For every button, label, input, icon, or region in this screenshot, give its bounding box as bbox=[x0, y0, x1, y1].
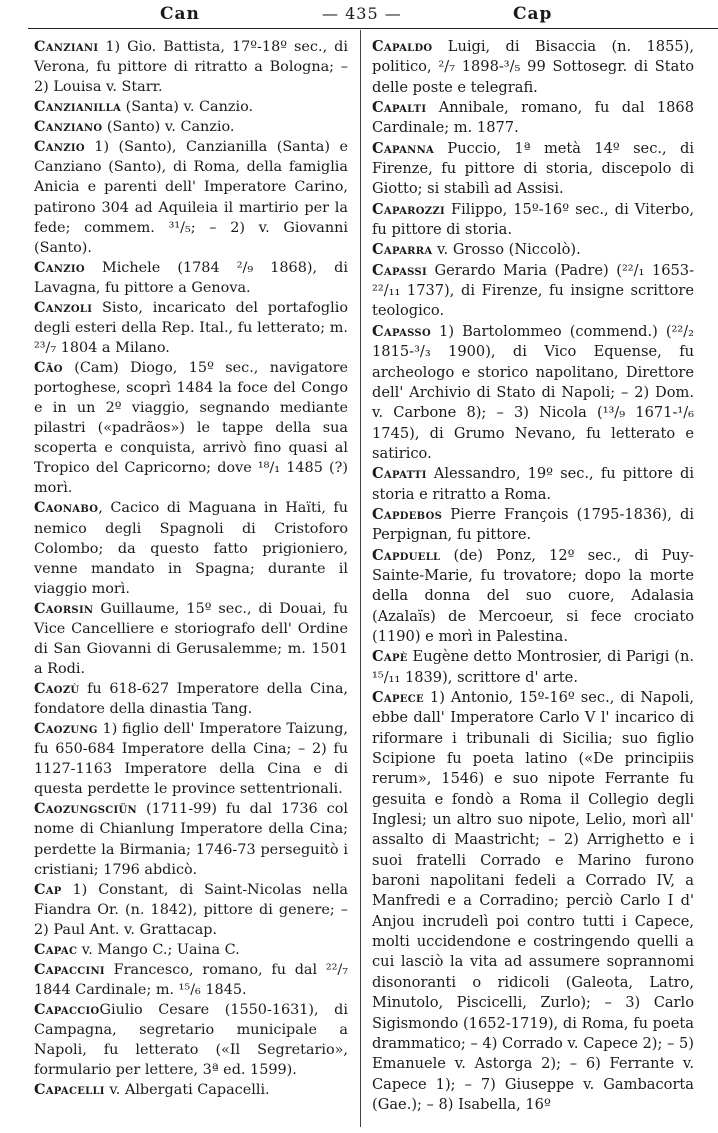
dictionary-entry bbox=[34, 1000, 348, 1080]
header-rule bbox=[28, 28, 718, 29]
dictionary-entry bbox=[372, 200, 694, 241]
dictionary-entry bbox=[372, 139, 694, 200]
column-divider bbox=[360, 30, 361, 1127]
dictionary-entry bbox=[34, 880, 348, 940]
entry-headword: Capaldo bbox=[372, 38, 433, 55]
entry-headword: Canzoli bbox=[34, 298, 93, 316]
entry-text: Eugène detto Montrosier, di Parigi (n. ¹⁵/₁₁ 1839), scrittore d' arte. bbox=[372, 648, 694, 686]
dictionary-entry bbox=[372, 464, 694, 505]
entry-headword: Cap bbox=[34, 880, 62, 898]
dictionary-entry bbox=[34, 719, 348, 799]
entry-text: 1) Antonio, 15º-16º sec., di Napoli, ebbe dall' Imperatore Carlo V l' incarico di riformare i tribunali di Sicilia; suo figlio Scipione fu poeta latino («De principiis rerum», 1546) e suo nipote Ferrante fu gesuita e fondò a Roma il Collegio degli Inglesi; un altro suo nipote, Lelio, morì all' assalto di Maastricht; – 2) Arrighetto e i suoi fratelli Corrado e Marino furono baroni napolitani fedeli a Corrado IV, a Manfredi e a Corradino; perciò Carlo I d' Anjou incrudelì poi contro tutti i Capece, molti uccidendone e costringendo quelli a cui lasciò la vita ad assumere soprannomi disonoranti o ridicoli (Galeota, Latro, Minutolo, Piscicelli, Zurlo); – 3) Carlo Sigismondo (1652-1719), di Roma, fu poeta drammatico; – 4) Corrado v. Capece 2); – 5) Emanuele v. Astorga 2); – 6) Ferrante v. Capece 1); – 7) Giuseppe v. Gambacorta (Gae.); – 8) Isabella, 16º bbox=[372, 689, 694, 1113]
entry-text: , Cacico di Maguana in Haïti, fu nemico degli Spagnoli di Cristoforo Colombo; da questo fatto prigioniero, venne mandato in Spagna; durante il viaggio morì. bbox=[34, 500, 348, 597]
entry-text: Gerardo Maria (Padre) (²²/₁ 1653-²²/₁₁ 1737), di Firenze, fu insigne scrittore teologico. bbox=[372, 261, 694, 320]
entry-headword: Capè bbox=[372, 648, 408, 666]
entry-headword: Capanna bbox=[372, 139, 435, 157]
entry-text: Guillaume, 15º sec., di Douai, fu Vice Cancelliere e storiografo dell' Ordine di San Giovanni di Gerusalemme; m. 1501 a Rodi. bbox=[34, 600, 348, 677]
entry-text: 1) figlio dell' Imperatore Taizung, fu 650-684 Imperatore della Cina; – 2) fu 1127-1163 Imperatore della Cina e di questa perdette le province settentrionali. bbox=[34, 721, 348, 798]
entry-text: Pierre François (1795-1836), di Perpignan, fu pittore. bbox=[372, 505, 694, 544]
entry-headword: Caonabo bbox=[34, 499, 99, 517]
dictionary-entry bbox=[34, 498, 348, 598]
dictionary-entry bbox=[34, 1080, 348, 1100]
dictionary-entry bbox=[372, 546, 694, 648]
entry-headword: Canzio bbox=[34, 138, 85, 156]
dictionary-entry bbox=[34, 679, 348, 719]
page-number: — 435 — bbox=[322, 4, 402, 23]
entry-text: Alessandro, 19º sec., fu pittore di storia e ritratto a Roma. bbox=[372, 465, 694, 503]
entry-headword: Cão bbox=[34, 359, 63, 376]
dictionary-entry bbox=[34, 960, 348, 1000]
running-head-right: Cap bbox=[513, 4, 553, 24]
dictionary-entry bbox=[34, 117, 348, 137]
dictionary-entry bbox=[372, 98, 694, 139]
entry-headword: Canzianilla bbox=[34, 98, 122, 116]
entry-headword: Capassi bbox=[372, 261, 427, 279]
entry-text: 1) Bartolommeo (commend.) (²²/₂ 1815-³/₃ 1900), di Vico Equense, fu archeologo e storico napolitano, Direttore dell' Archivio di Stato di Napoli; – 2) Dom. v. Carbone 8); – 3) Nicola (¹³/₉ 1671-¹/₆ 1745), di Grumo Nevano, fu letterato e satirico. bbox=[372, 322, 694, 462]
entry-headword: Capalti bbox=[372, 99, 427, 117]
dictionary-entry bbox=[372, 688, 694, 1115]
entry-headword: Capduell bbox=[372, 546, 441, 564]
entry-headword: Capaccini bbox=[34, 960, 105, 978]
dictionary-entry bbox=[372, 322, 694, 464]
dictionary-entry bbox=[34, 97, 348, 117]
dictionary-entry bbox=[34, 599, 348, 679]
entry-text: Annibale, romano, fu dal 1868 Cardinale; m. 1877. bbox=[372, 99, 694, 137]
entry-headword: Capasso bbox=[372, 322, 431, 340]
dictionary-entry bbox=[34, 298, 348, 358]
dictionary-entry bbox=[372, 37, 694, 98]
entry-headword: Canziani bbox=[34, 38, 99, 55]
entry-headword: Capaccio bbox=[34, 1001, 100, 1018]
dictionary-entry bbox=[372, 240, 694, 260]
entry-text: (1711-99) fu dal 1736 col nome di Chianlung Imperatore della Cina; perdette la Birmania; 1746-73 perseguitò i cristiani; 1796 abdicò. bbox=[34, 801, 348, 878]
dictionary-entry bbox=[34, 258, 348, 298]
entry-headword: Caozung bbox=[34, 720, 98, 738]
dictionary-entry bbox=[372, 505, 694, 546]
left-column bbox=[34, 37, 348, 1125]
entry-text: 1) Constant, di Saint-Nicolas nella Fiandra Or. (n. 1842), pittore di genere; – 2) Paul Ant. v. Grattacap. bbox=[34, 881, 348, 938]
entry-text: (Cam) Diogo, 15º sec., navigatore portoghese, scoprì 1484 la foce del Congo e in un 2º viaggio, segnando mediante pilastri («padrãos») le tappe della sua scoperta e conquista, arrivò fino quasi al Tropico del Capricorno; dove ¹⁸/₁ 1485 (?) morì. bbox=[34, 360, 348, 497]
entry-headword: Capac bbox=[34, 940, 78, 958]
entry-text: (de) Ponz, 12º sec., di Puy-Sainte-Marie, fu trovatore; dopo la morte della donna del suo cuore, Adalasia (Azalaïs) de Mercoeur, si fece crociato (1190) e morì in Palestina. bbox=[372, 546, 694, 645]
entry-text: Michele (1784 ²/₉ 1868), di Lavagna, fu pittore a Genova. bbox=[34, 259, 348, 296]
entry-text: Giulio Cesare (1550-1631), di Campagna, segretario municipale a Napoli, fu letterato («Il Segretario», formulario per lettere, 3ª ed. 1599). bbox=[34, 1002, 348, 1079]
dictionary-entry bbox=[34, 358, 348, 498]
dictionary-entry bbox=[372, 261, 694, 322]
entry-text: 1) (Santo), Canzianilla (Santa) e Canziano (Santo), di Roma, della famiglia Anicia e parenti dell' Imperatore Carino, patirono 304 ad Aquileia il martirio per la fede; commem. ³¹/₅; – 2) v. Giovanni (Santo). bbox=[34, 139, 348, 256]
dictionary-entry bbox=[34, 37, 348, 97]
dictionary-entry bbox=[34, 137, 348, 257]
entry-headword: Capatti bbox=[372, 465, 427, 483]
entry-text: v. Albergati Capacelli. bbox=[104, 1082, 270, 1099]
entry-text: (Santa) v. Canzio. bbox=[121, 99, 254, 116]
entry-headword: Capacelli bbox=[34, 1081, 105, 1099]
entry-headword: Canzio bbox=[34, 258, 85, 276]
entry-text: Luigi, di Bisaccia (n. 1855), politico, ²/₇ 1898-³/₅ 99 Sottosegr. di Stato delle poste e telegrafi. bbox=[372, 38, 694, 96]
dictionary-entry bbox=[372, 647, 694, 688]
dictionary-entry bbox=[34, 799, 348, 879]
entry-headword: Caparra bbox=[372, 241, 433, 259]
entry-headword: Canziano bbox=[34, 118, 103, 136]
entry-headword: Capece bbox=[372, 689, 424, 706]
entry-headword: Caorsin bbox=[34, 599, 94, 617]
page-header bbox=[0, 2, 718, 30]
entry-text: Sisto, incaricato del portafoglio degli esteri della Rep. Ital., fu letterato; m. ²³/₇ 1804 a Milano. bbox=[34, 299, 348, 356]
entry-text: 1) Gio. Battista, 17º-18º sec., di Verona, fu pittore di ritratto a Bologna; – 2) Louisa v. Starr. bbox=[34, 39, 348, 96]
entry-text: v. Grosso (Niccolò). bbox=[432, 241, 581, 259]
entry-text: (Santo) v. Canzio. bbox=[102, 119, 235, 136]
entry-headword: Caozungsciün bbox=[34, 800, 137, 818]
entry-text: Puccio, 1ª metà 14º sec., di Firenze, fu pittore di storia, discepolo di Giotto; si stabilì ad Assisi. bbox=[372, 139, 694, 198]
entry-text: Filippo, 15º-16º sec., di Viterbo, fu pittore di storia. bbox=[372, 200, 694, 239]
entry-text: Francesco, romano, fu dal ²²/₇ 1844 Cardinale; m. ¹⁵/₆ 1845. bbox=[34, 961, 348, 998]
entry-text: fu 618-627 Imperatore della Cina, fondatore della dinastia Tang. bbox=[34, 681, 348, 718]
running-head-left: Can bbox=[160, 4, 200, 24]
entry-headword: Caparozzi bbox=[372, 200, 445, 218]
entry-headword: Caozù bbox=[34, 680, 80, 697]
dictionary-entry bbox=[34, 940, 348, 960]
entry-text: v. Mango C.; Uaina C. bbox=[77, 941, 240, 958]
entry-headword: Capdebos bbox=[372, 505, 443, 523]
right-column bbox=[372, 37, 694, 1125]
